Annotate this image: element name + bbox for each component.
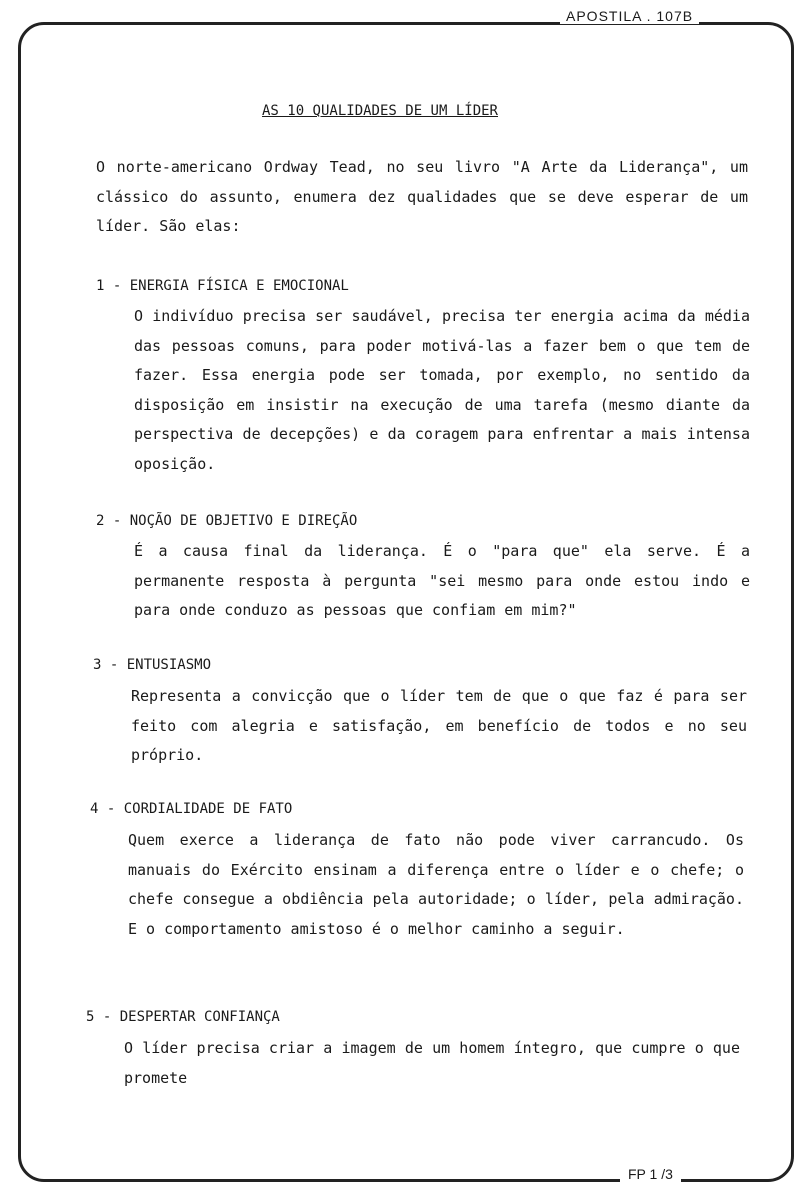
item-4-heading: 4 - CORDIALIDADE DE FATO (90, 801, 293, 817)
page-title: AS 10 QUALIDADES DE UM LÍDER (261, 103, 498, 119)
item-5-body: O líder precisa criar a imagem de um homem íntegro, que cumpre o que promete (124, 1039, 740, 1087)
apostila-label: APOSTILA . 107B (560, 8, 699, 24)
page-number-label: FP 1 /3 (620, 1166, 681, 1182)
item-1-heading: 1 - ENERGIA FÍSICA E EMOCIONAL (96, 278, 349, 294)
item-3-body: Representa a convicção que o líder tem de que o que faz é para ser feito com alegria e satisfação, em benefício de todos e no seu próprio. (131, 687, 747, 764)
item-3-heading: 3 - ENTUSIASMO (93, 657, 212, 673)
item-4-body: Quem exerce a liderança de fato não pode viver carrancudo. Os manuais do Exército ensinam a diferença entre o líder e o chefe; o chefe consegue a obdiência pela autoridade; o líder, pela admiração. E o comportamento amistoso é o melhor caminho a seguir. (128, 831, 744, 938)
intro-paragraph: O norte-americano Ordway Tead, no seu livro "A Arte da Liderança", um clássico do assunto, enumera dez qualidades que se deve esperar de um líder. São elas: (96, 158, 748, 235)
item-1-body: O indivíduo precisa ser saudável, precisa ter energia acima da média das pessoas comuns, para poder motivá-las a fazer bem o que tem de fazer. Essa energia pode ser tomada, por exemplo, no sentido da disposição em insistir na execução de uma tarefa (mesmo diante da perspectiva de decepções) e da coragem para enfrentar a mais intensa oposição. (134, 307, 750, 473)
item-2-body: É a causa final da liderança. É o "para que" ela serve. É a permanente resposta à pergunta "sei mesmo para onde estou indo e para onde conduzo as pessoas que confiam em mim?" (134, 542, 750, 619)
item-5-heading: 5 - DESPERTAR CONFIANÇA (86, 1009, 280, 1025)
item-2-heading: 2 - NOÇÃO DE OBJETIVO E DIREÇÃO (96, 513, 358, 529)
